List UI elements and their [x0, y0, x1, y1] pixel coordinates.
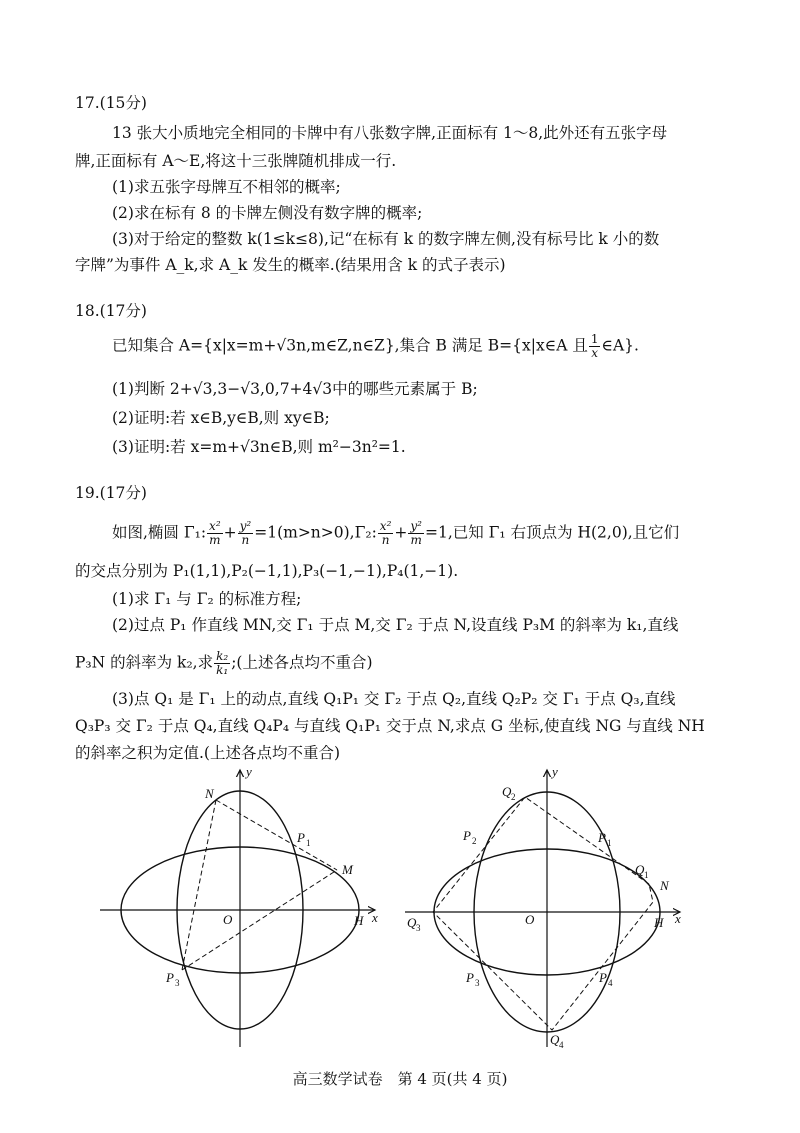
q17-part2: (2)求在标有 8 的卡牌左侧没有数字牌的概率; — [112, 204, 423, 222]
q19-frac3-den: n — [381, 533, 390, 547]
q19-frac2-den: n — [241, 533, 250, 547]
label-x: x — [372, 910, 378, 925]
label-M: M — [342, 862, 353, 877]
q18-statement-a: 已知集合 A={x|x=m+√3n,m∈Z,n∈Z},集合 B 满足 B={x|x∈A 且 — [112, 336, 588, 355]
page-footer: 高三数学试卷 第 4 页(共 4 页) — [292, 1070, 508, 1088]
label-H: H — [354, 913, 364, 928]
q19-part2-line2b: ;(上述各点均不重合) — [231, 653, 373, 672]
q19-intro-b: =1(m>n>0),Γ₂: — [254, 523, 377, 542]
q19-intro-line2: 的交点分别为 P₁(1,1),P₂(−1,1),P₃(−1,−1),P₄(1,−1). — [75, 562, 459, 580]
label-P3-sub: 3 — [475, 978, 480, 988]
label-Q4: Q — [550, 1032, 560, 1047]
figure-right — [395, 762, 695, 1052]
label-O: O — [525, 912, 535, 927]
label-P1-sub: 1 — [306, 838, 311, 848]
label-P3: P — [466, 970, 474, 985]
label-P4: P — [599, 970, 607, 985]
label-P1: P — [598, 830, 606, 845]
label-N: N — [205, 786, 214, 801]
q19-part3-line2: Q₃P₃ 交 Γ₂ 于点 Q₄,直线 Q₄P₄ 与直线 Q₁P₁ 交于点 N,求点 G 坐标,使直线 NG 与直线 NH — [75, 717, 705, 735]
label-y: y — [552, 764, 558, 779]
q19-part3-line3: 的斜率之积为定值.(上述各点均不重合) — [75, 744, 341, 762]
label-x: x — [675, 911, 681, 926]
q18-statement-b: ∈A}. — [601, 336, 639, 355]
q19-part2-frac — [214, 650, 230, 677]
q18-frac-num: 1 — [590, 332, 599, 346]
q19-frac1-num: x² — [209, 519, 221, 533]
q19-frac3 — [378, 520, 394, 547]
label-Q1: Q — [635, 862, 645, 877]
dashed-N-P3 — [182, 800, 216, 970]
figure-left — [90, 762, 390, 1052]
q19-part3-line1: (3)点 Q₁ 是 Γ₁ 上的动点,直线 Q₁P₁ 交 Γ₂ 于点 Q₂,直线 Q₂P₂ 交 Γ₁ 于点 Q₃,直线 — [112, 690, 676, 708]
label-P4-sub: 4 — [608, 978, 613, 988]
q19-part2-line1: (2)过点 P₁ 作直线 MN,交 Γ₁ 于点 M,交 Γ₂ 于点 N,设直线 P₃M 的斜率为 k₁,直线 — [112, 616, 679, 634]
q17-intro-line2: 牌,正面标有 A～E,将这十三张牌随机排成一行. — [75, 152, 397, 170]
q18-fraction — [589, 333, 601, 360]
label-Q2: Q — [502, 784, 512, 799]
label-Q1-sub: 1 — [644, 870, 649, 880]
q19-part1: (1)求 Γ₁ 与 Γ₂ 的标准方程; — [112, 590, 302, 608]
q19-intro — [112, 520, 679, 547]
label-Q3-sub: 3 — [416, 923, 421, 933]
q18-frac-den: x — [591, 346, 599, 360]
q19-plus2: + — [394, 523, 408, 542]
q17-part3-line1: (3)对于给定的整数 k(1≤k≤8),记“在标有 k 的数字牌左侧,没有标号比 k 小的数 — [112, 230, 660, 248]
q19-frac1-den: m — [209, 533, 221, 547]
q19-frac1 — [207, 520, 223, 547]
q18-statement — [112, 333, 639, 360]
q19-frac4-den: m — [410, 533, 422, 547]
dashed-P3-M — [182, 870, 337, 970]
q19-part2-line2 — [75, 650, 373, 677]
label-Q3: Q — [407, 915, 417, 930]
q17-header: 17.(15分) — [75, 94, 147, 112]
label-N: N — [660, 878, 669, 893]
q18-part3: (3)证明:若 x=m+√3n∈B,则 m²−3n²=1. — [112, 438, 406, 456]
q18-part2: (2)证明:若 x∈B,y∈B,则 xy∈B; — [112, 409, 330, 427]
label-P1: P — [297, 830, 305, 845]
q17-part3-line2: 字牌”为事件 A_k,求 A_k 发生的概率.(结果用含 k 的式子表示) — [75, 256, 506, 274]
q19-part2-line2a: P₃N 的斜率为 k₂,求 — [75, 653, 214, 672]
label-P3-sub: 3 — [175, 978, 180, 988]
q19-frac4 — [408, 520, 424, 547]
q19-frac4-num: y² — [410, 519, 422, 533]
q19-intro-c: =1,已知 Γ₁ 右顶点为 H(2,0),且它们 — [424, 523, 680, 542]
label-P1-sub: 1 — [607, 838, 612, 848]
q19-header: 19.(17分) — [75, 484, 147, 502]
label-P2: P — [463, 828, 471, 843]
label-Q4-sub: 4 — [559, 1040, 564, 1050]
q17-intro-line1: 13 张大小质地完全相同的卡牌中有八张数字牌,正面标有 1～8,此外还有五张字母 — [112, 124, 668, 142]
q18-header: 18.(17分) — [75, 302, 147, 320]
label-P2-sub: 2 — [472, 836, 477, 846]
label-y: y — [246, 764, 252, 779]
dashed-N-M — [216, 800, 337, 870]
q19-frac2-num: y² — [239, 519, 252, 533]
label-Q2-sub: 2 — [511, 792, 516, 802]
q19-intro-a: 如图,椭圆 Γ₁: — [112, 523, 207, 542]
label-P3: P — [166, 970, 174, 985]
q19-plus1: + — [223, 523, 237, 542]
q17-part1: (1)求五张字母牌互不相邻的概率; — [112, 178, 341, 196]
q19-part2-frac-den: k₁ — [216, 663, 229, 677]
q19-frac2 — [238, 520, 254, 547]
label-O: O — [223, 912, 233, 927]
q19-frac3-num: x² — [379, 519, 392, 533]
label-H: H — [654, 915, 664, 930]
q18-part1: (1)判断 2+√3,3−√3,0,7+4√3中的哪些元素属于 B; — [112, 380, 478, 398]
q19-part2-frac-num: k₂ — [216, 649, 229, 663]
